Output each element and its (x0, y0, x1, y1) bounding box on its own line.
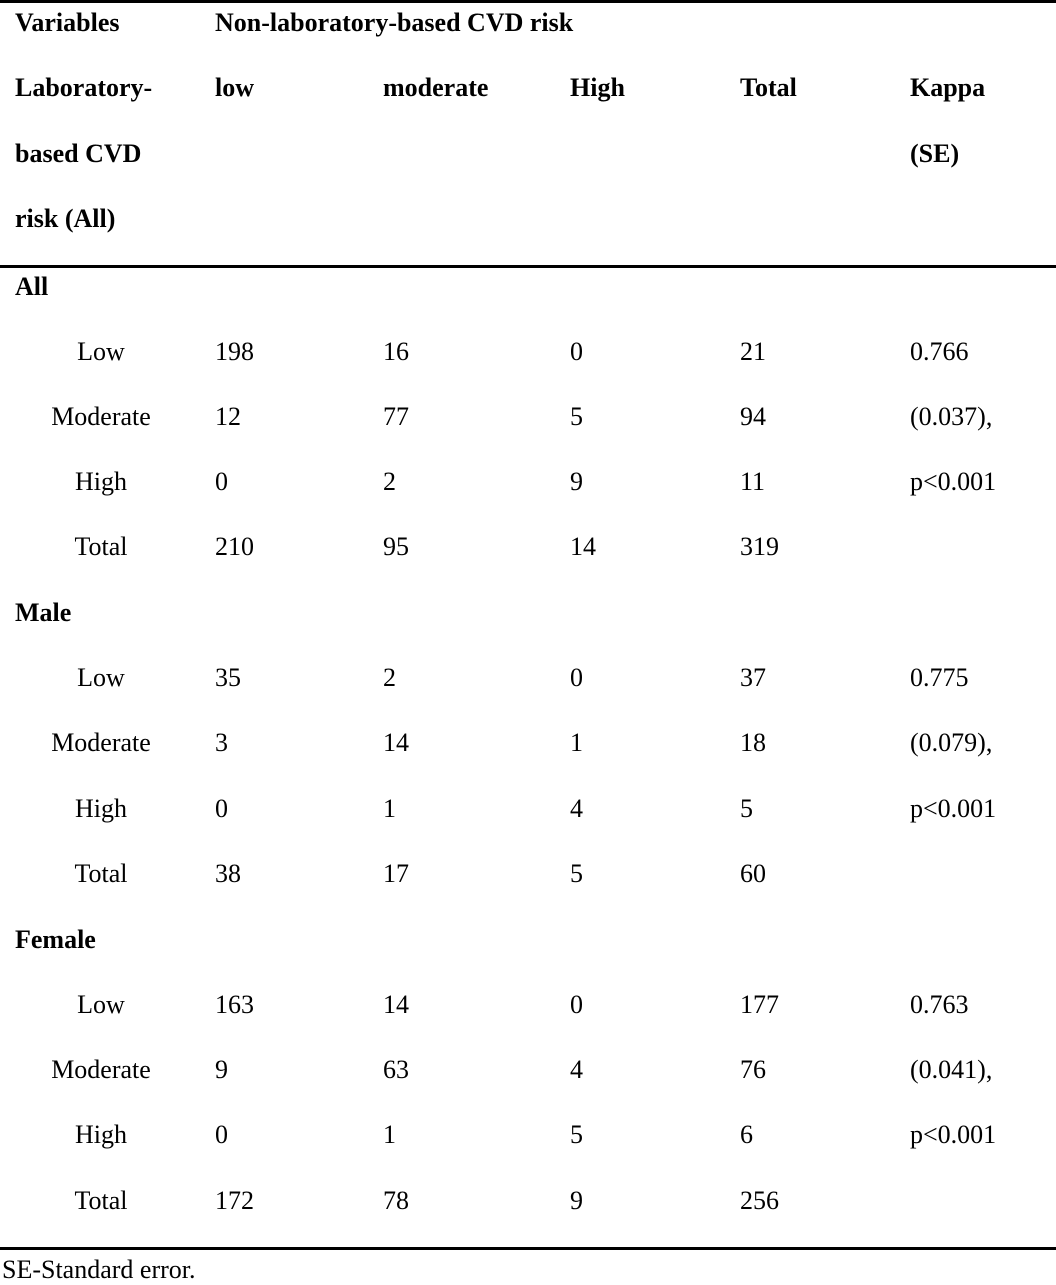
row-label: Total (74, 532, 128, 561)
table-cell: 3 (215, 728, 228, 757)
table-cell: 6 (740, 1120, 753, 1149)
column-header-kappa: Kappa (910, 73, 986, 102)
column-header-low: low (215, 73, 254, 102)
kappa-cell: (0.079), (910, 728, 993, 757)
table-cell: 9 (215, 1055, 228, 1084)
table-cell: 37 (740, 663, 766, 692)
section-title: Male (15, 598, 72, 627)
table-cell: 17 (383, 859, 409, 888)
table-cell: 2 (383, 663, 396, 692)
table-cell: 35 (215, 663, 241, 692)
table-cell: 11 (740, 467, 766, 496)
header-lab-risk-line1: Laboratory- (15, 73, 153, 102)
row-label: High (75, 467, 127, 496)
table-cell: 1 (383, 1120, 396, 1149)
table-cell: 12 (215, 402, 241, 431)
table-cell: 0 (570, 337, 583, 366)
table-cell: 94 (740, 402, 766, 431)
table-cell: 0 (570, 990, 583, 1019)
header-rule (0, 265, 1056, 268)
table-cell: 210 (215, 532, 254, 561)
section-title: Female (15, 925, 96, 954)
column-header-high: High (570, 73, 625, 102)
column-header-moderate: moderate (383, 73, 489, 102)
kappa-cell: (0.041), (910, 1055, 993, 1084)
row-label: Total (74, 859, 128, 888)
bottom-rule (0, 1247, 1056, 1250)
row-label: Low (77, 990, 125, 1019)
row-label: Moderate (51, 1055, 151, 1084)
table-cell: 14 (383, 990, 409, 1019)
column-header-total: Total (740, 73, 797, 102)
table-cell: 1 (383, 794, 396, 823)
table-cell: 172 (215, 1186, 254, 1215)
kappa-cell: p<0.001 (910, 467, 997, 496)
kappa-cell: (0.037), (910, 402, 993, 431)
table-cell: 14 (570, 532, 596, 561)
kappa-cell: p<0.001 (910, 1120, 997, 1149)
table-cell: 16 (383, 337, 409, 366)
table-cell: 0 (215, 1120, 228, 1149)
table-cell: 4 (570, 794, 583, 823)
table-cell: 0 (570, 663, 583, 692)
table-cell: 2 (383, 467, 396, 496)
kappa-cell: 0.766 (910, 337, 969, 366)
table-cell: 95 (383, 532, 409, 561)
header-variables: Variables (15, 8, 120, 37)
table-cell: 77 (383, 402, 409, 431)
table-cell: 5 (570, 1120, 583, 1149)
table-cell: 9 (570, 1186, 583, 1215)
table-cell: 5 (740, 794, 753, 823)
kappa-cell: 0.775 (910, 663, 969, 692)
table-cell: 63 (383, 1055, 409, 1084)
table-cell: 60 (740, 859, 766, 888)
table-cell: 1 (570, 728, 583, 757)
row-label: Low (77, 663, 125, 692)
table-cell: 38 (215, 859, 241, 888)
footnote: SE-Standard error. (2, 1255, 196, 1284)
table-cell: 5 (570, 402, 583, 431)
header-lab-risk-line3: risk (All) (15, 204, 116, 233)
table-cell: 198 (215, 337, 254, 366)
header-lab-risk-line2: based CVD (15, 139, 142, 168)
kappa-cell: p<0.001 (910, 794, 997, 823)
table-cell: 76 (740, 1055, 766, 1084)
row-label: Moderate (51, 402, 151, 431)
section-title: All (15, 272, 49, 301)
row-label: Low (77, 337, 125, 366)
kappa-cell: 0.763 (910, 990, 969, 1019)
table-cell: 0 (215, 794, 228, 823)
table-cell: 78 (383, 1186, 409, 1215)
header-non-lab-risk: Non-laboratory-based CVD risk (215, 8, 574, 37)
table-cell: 0 (215, 467, 228, 496)
table-cell: 14 (383, 728, 409, 757)
table-cell: 163 (215, 990, 254, 1019)
row-label: Moderate (51, 728, 151, 757)
row-label: Total (74, 1186, 128, 1215)
table-cell: 21 (740, 337, 766, 366)
row-label: High (75, 1120, 127, 1149)
table-cell: 18 (740, 728, 766, 757)
top-rule (0, 0, 1056, 3)
table-cell: 4 (570, 1055, 583, 1084)
table-cell: 177 (740, 990, 779, 1019)
column-header-kappa-se: (SE) (910, 139, 960, 168)
table-cell: 9 (570, 467, 583, 496)
table-cell: 319 (740, 532, 779, 561)
row-label: High (75, 794, 127, 823)
table-cell: 5 (570, 859, 583, 888)
table-cell: 256 (740, 1186, 779, 1215)
